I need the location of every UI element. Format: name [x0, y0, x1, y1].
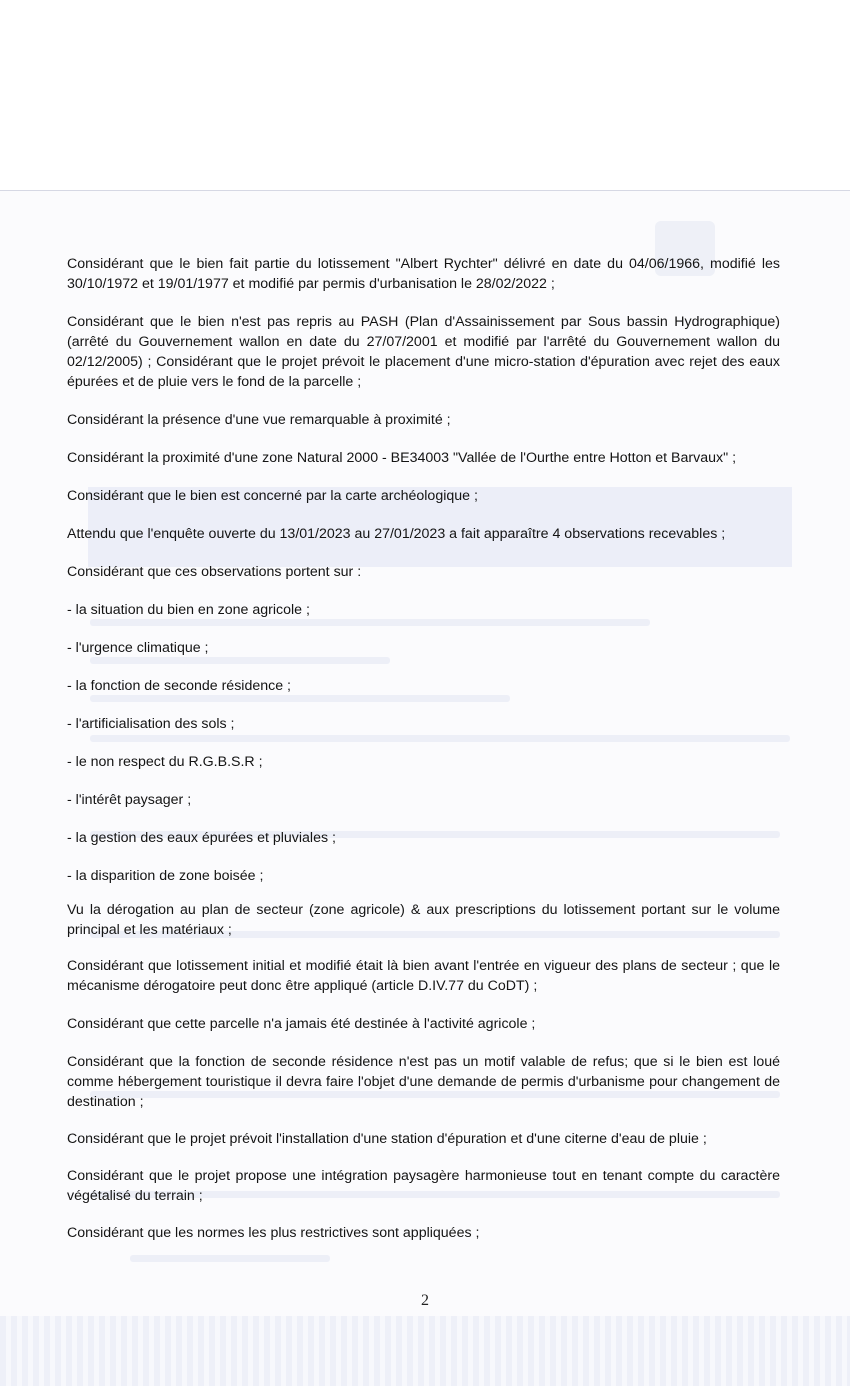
list-item-interet-paysager: - l'intérêt paysager ;	[67, 792, 192, 808]
paragraph-station-epuration: Considérant que le projet prévoit l'installation d'une station d'épuration et d'une citerne d'eau de pluie ;	[67, 1131, 707, 1147]
scan-edge-band	[0, 1316, 850, 1386]
document-body	[67, 254, 780, 1243]
paragraph-seconde-residence: Considérant que la fonction de seconde résidence n'est pas un motif valable de refus; que si le bien est loué comme hébergement touristique il devra faire l'objet d'une demande de permis d'urbanisme pour changement de destination ;	[67, 1054, 780, 1110]
paragraph-pash: Considérant que le bien n'est pas repris au PASH (Plan d'Assainissement par Sous bassin Hydrographique) (arrêté du Gouvernement wallon en date du 27/07/2001 et modifié par l'arrêté du Gouvernement wallon du 02/12/2005) ; Considérant que le projet prévoit le placement d'une micro-station d'épuration avec rejet des eaux épurées et de pluie vers le fond de la parcelle ;	[67, 314, 780, 390]
list-item-zone-agricole: - la situation du bien en zone agricole ;	[67, 602, 310, 618]
paragraph-activite-agricole: Considérant que cette parcelle n'a jamais été destinée à l'activité agricole ;	[67, 1016, 536, 1032]
paragraph-normes: Considérant que les normes les plus restrictives sont appliquées ;	[67, 1225, 480, 1241]
paragraph-natura-2000: Considérant la proximité d'une zone Natural 2000 - BE34003 "Vallée de l'Ourthe entre Hotton et Barvaux" ;	[67, 450, 737, 466]
list-item-urgence-climatique: - l'urgence climatique ;	[67, 640, 209, 656]
list-item-artificialisation: - l'artificialisation des sols ;	[67, 716, 235, 732]
paragraph-observations-intro: Considérant que ces observations portent sur :	[67, 564, 362, 580]
list-item-seconde-residence: - la fonction de seconde résidence ;	[67, 678, 291, 694]
list-item-gestion-eaux: - la gestion des eaux épurées et pluviales ;	[67, 830, 336, 846]
paragraph-carte-archeologique: Considérant que le bien est concerné par la carte archéologique ;	[67, 488, 478, 504]
bleed-through-line	[130, 1255, 330, 1262]
list-item-zone-boisee: - la disparition de zone boisée ;	[67, 868, 264, 884]
paragraph-integration-paysagere: Considérant que le projet propose une intégration paysagère harmonieuse tout en tenant compte du caractère végétalisé du terrain ;	[67, 1168, 780, 1204]
paragraph-enquete: Attendu que l'enquête ouverte du 13/01/2023 au 27/01/2023 a fait apparaître 4 observations recevables ;	[67, 526, 726, 542]
list-item-rgbsr: - le non respect du R.G.B.S.R ;	[67, 754, 263, 770]
paragraph-lotissement: Considérant que le bien fait partie du lotissement "Albert Rychter" délivré en date du 04/06/1966, modifié les 30/10/1972 et 19/01/1977 et modifié par permis d'urbanisation le 28/02/2022 ;	[67, 256, 780, 292]
paragraph-mecanisme-derogatoire: Considérant que lotissement initial et modifié était là bien avant l'entrée en vigueur des plans de secteur ; que le mécanisme dérogatoire peut donc être appliqué (article D.IV.77 du CoDT) ;	[67, 958, 780, 994]
paragraph-vue-remarquable: Considérant la présence d'une vue remarquable à proximité ;	[67, 412, 451, 428]
page-number: 2	[421, 1292, 429, 1309]
paragraph-derogation: Vu la dérogation au plan de secteur (zone agricole) & aux prescriptions du lotissement portant sur le volume principal et les matériaux ;	[67, 902, 780, 938]
